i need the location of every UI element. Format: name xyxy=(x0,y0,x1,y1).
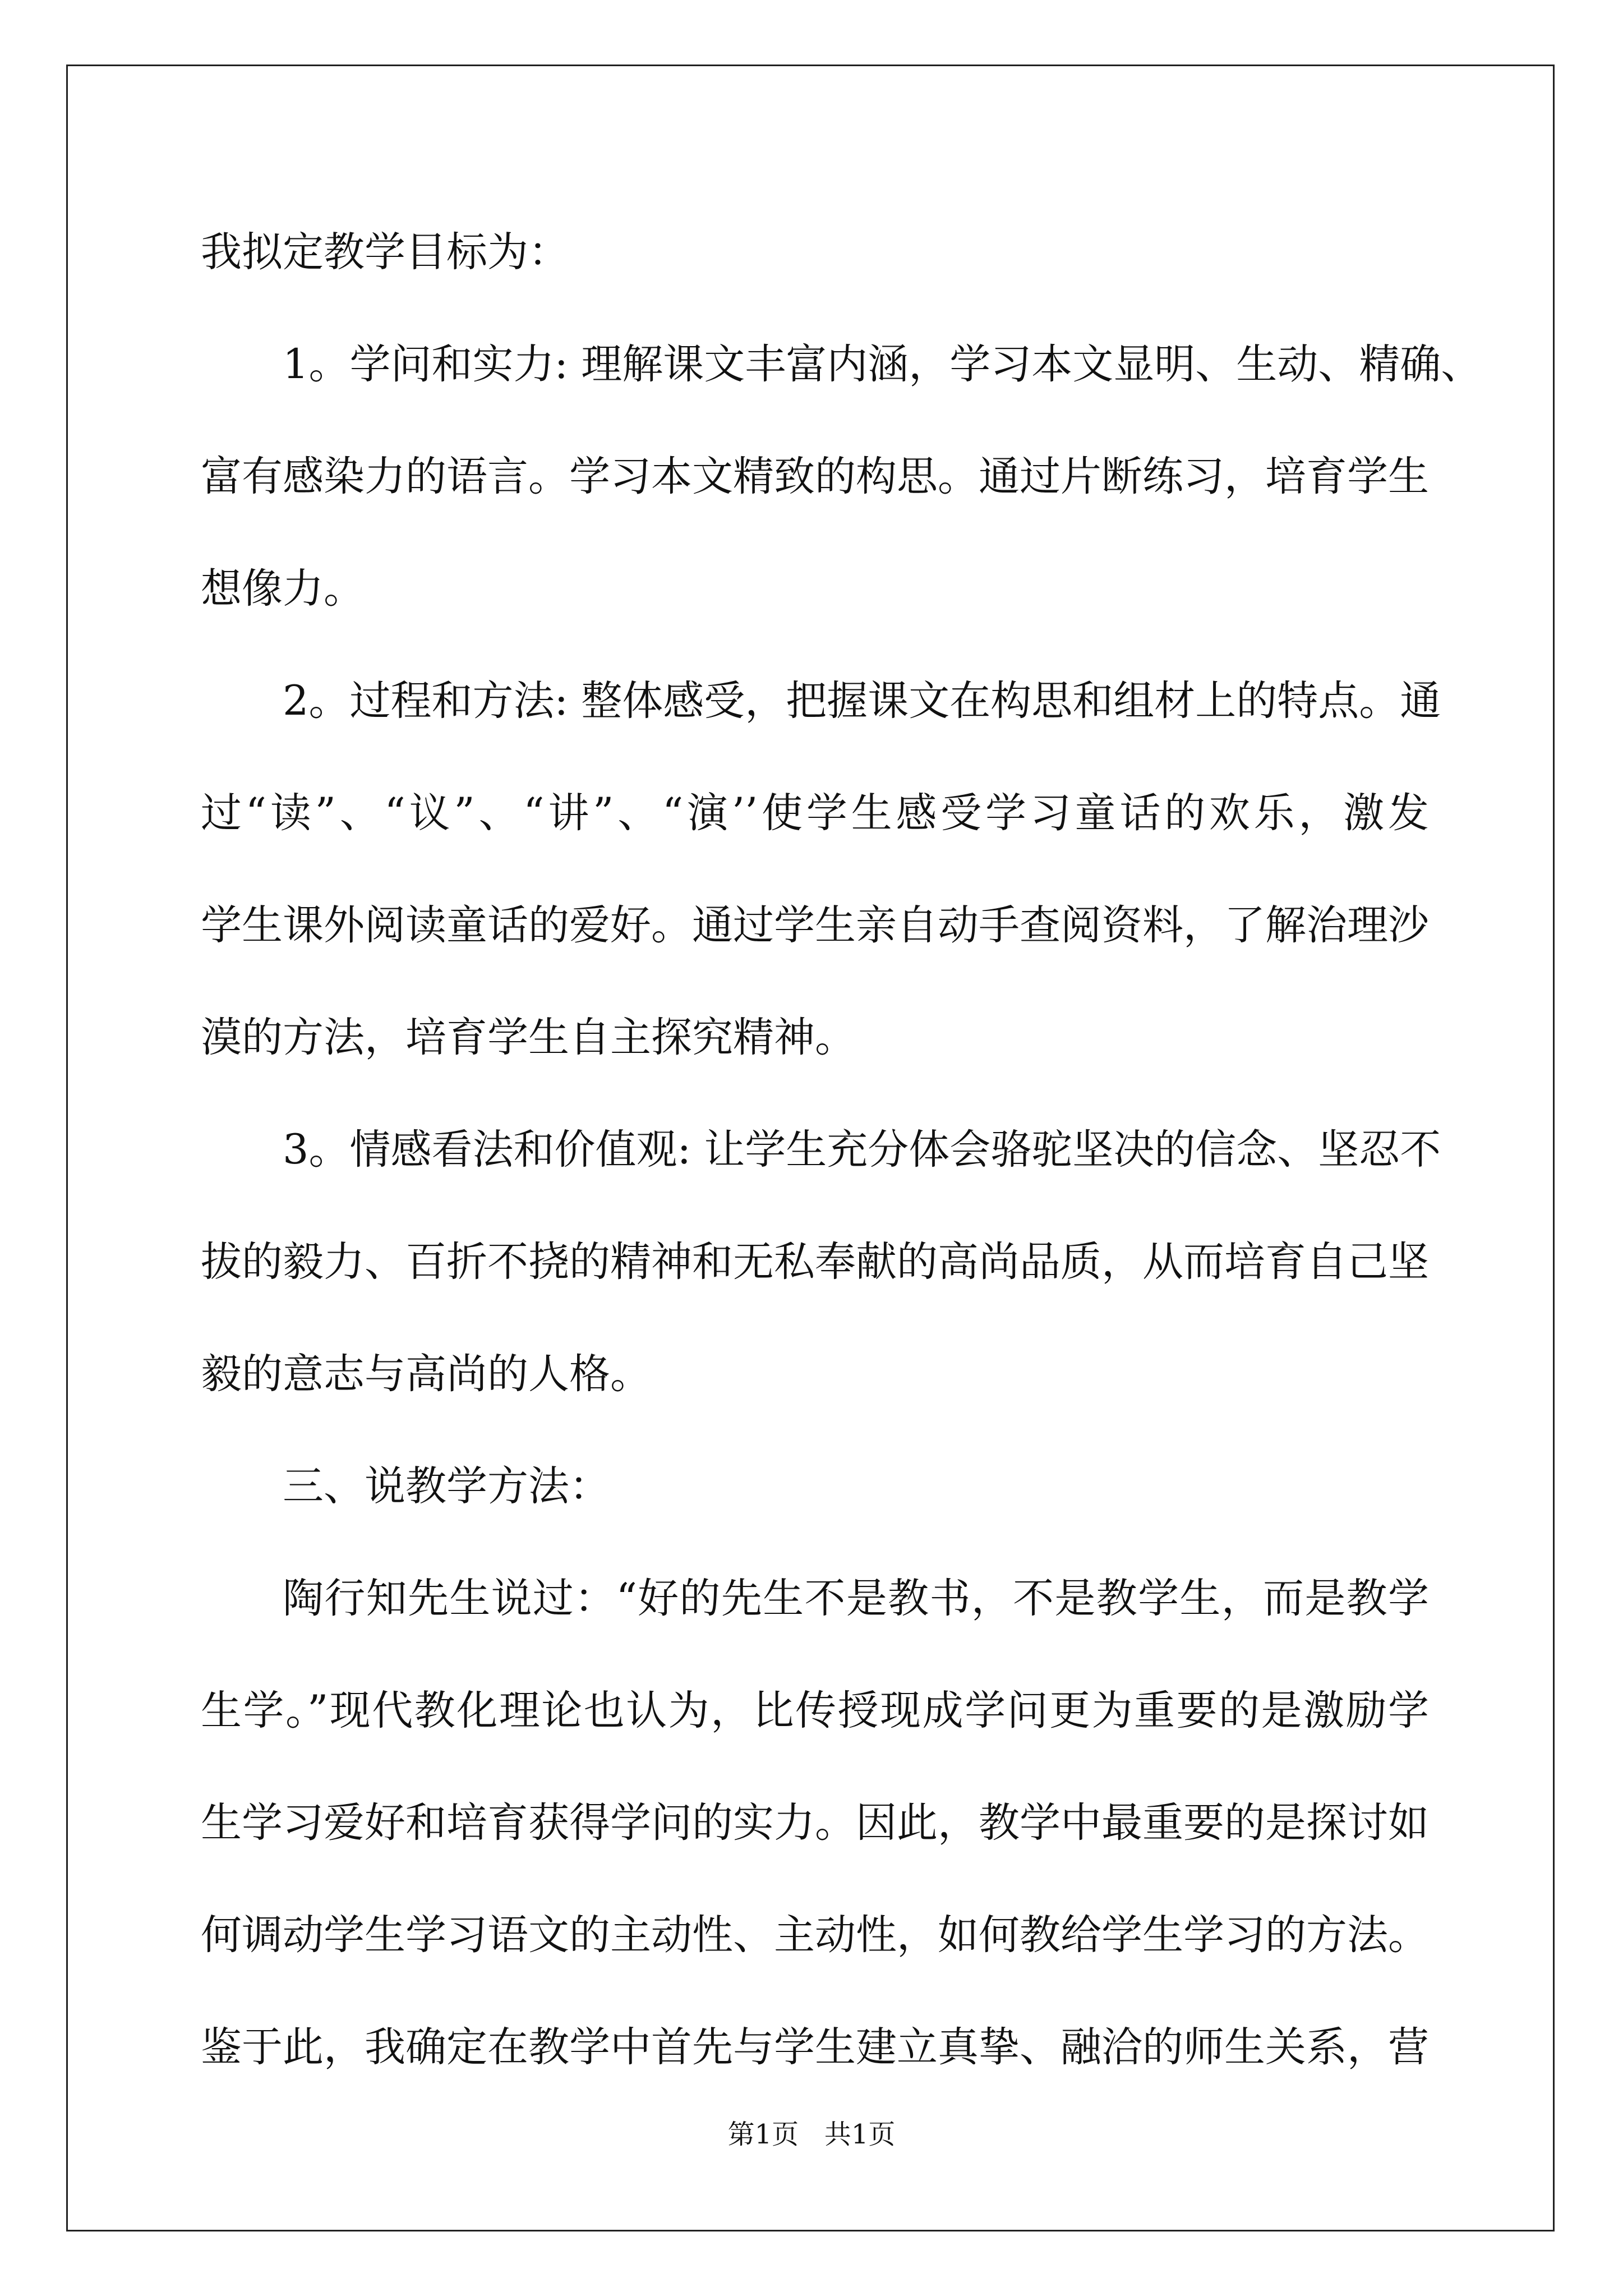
paragraph-line: 毅的意志与高尚的人格。 xyxy=(201,1350,651,1398)
paragraph-line: 生学。”现代教化理论也认为，比传授现成学问更为重要的是激励学 xyxy=(201,1687,1429,1734)
paragraph-line: 鉴于此，我确定在教学中首先与学生建立真挚、融洽的师生关系，营 xyxy=(201,2023,1429,2071)
paragraph-line: 学生课外阅读童话的爱好。通过学生亲自动手查阅资料，了解治理沙 xyxy=(201,901,1429,949)
paragraph-line: 2。过程和方法: 整体感受，把握课文在构思和组材上的特点。通 xyxy=(283,677,1441,725)
document-body xyxy=(201,222,1482,2129)
paragraph-line: 富有感染力的语言。学习本文精致的构思。通过片断练习，培育学生 xyxy=(201,453,1429,500)
page-footer: 第1页 共1页 xyxy=(727,2119,896,2150)
paragraph-line: 漠的方法，培育学生自主探究精神。 xyxy=(201,1014,856,1061)
paragraph-line: 何调动学生学习语文的主动性、主动性，如何教给学生学习的方法。 xyxy=(201,1911,1429,1959)
paragraph-line: 想像力。 xyxy=(201,565,365,613)
paragraph-line: 陶行知先生说过：“好的先生不是教书，不是教学生，而是教学 xyxy=(283,1575,1429,1622)
paragraph-line: 拔的毅力、百折不挠的精神和无私奉献的高尚品质，从而培育自己坚 xyxy=(201,1238,1429,1286)
section-heading: 三、说教学方法： xyxy=(283,1462,610,1510)
paragraph-line: 1。学问和实力: 理解课文丰富内涵，学习本文显明、生动、精确、 xyxy=(283,341,1482,388)
paragraph-line: 过“读”、“议”、“讲”、“演’’使学生感受学习童话的欢乐，激发 xyxy=(201,789,1429,837)
paragraph-line: 我拟定教学目标为： xyxy=(201,228,569,276)
paragraph-line: 生学习爱好和培育获得学问的实力。因此，教学中最重要的是探讨如 xyxy=(201,1799,1429,1847)
paragraph-line: 3。情感看法和价值观: 让学生充分体会骆驼坚决的信念、坚忍不 xyxy=(283,1126,1441,1174)
